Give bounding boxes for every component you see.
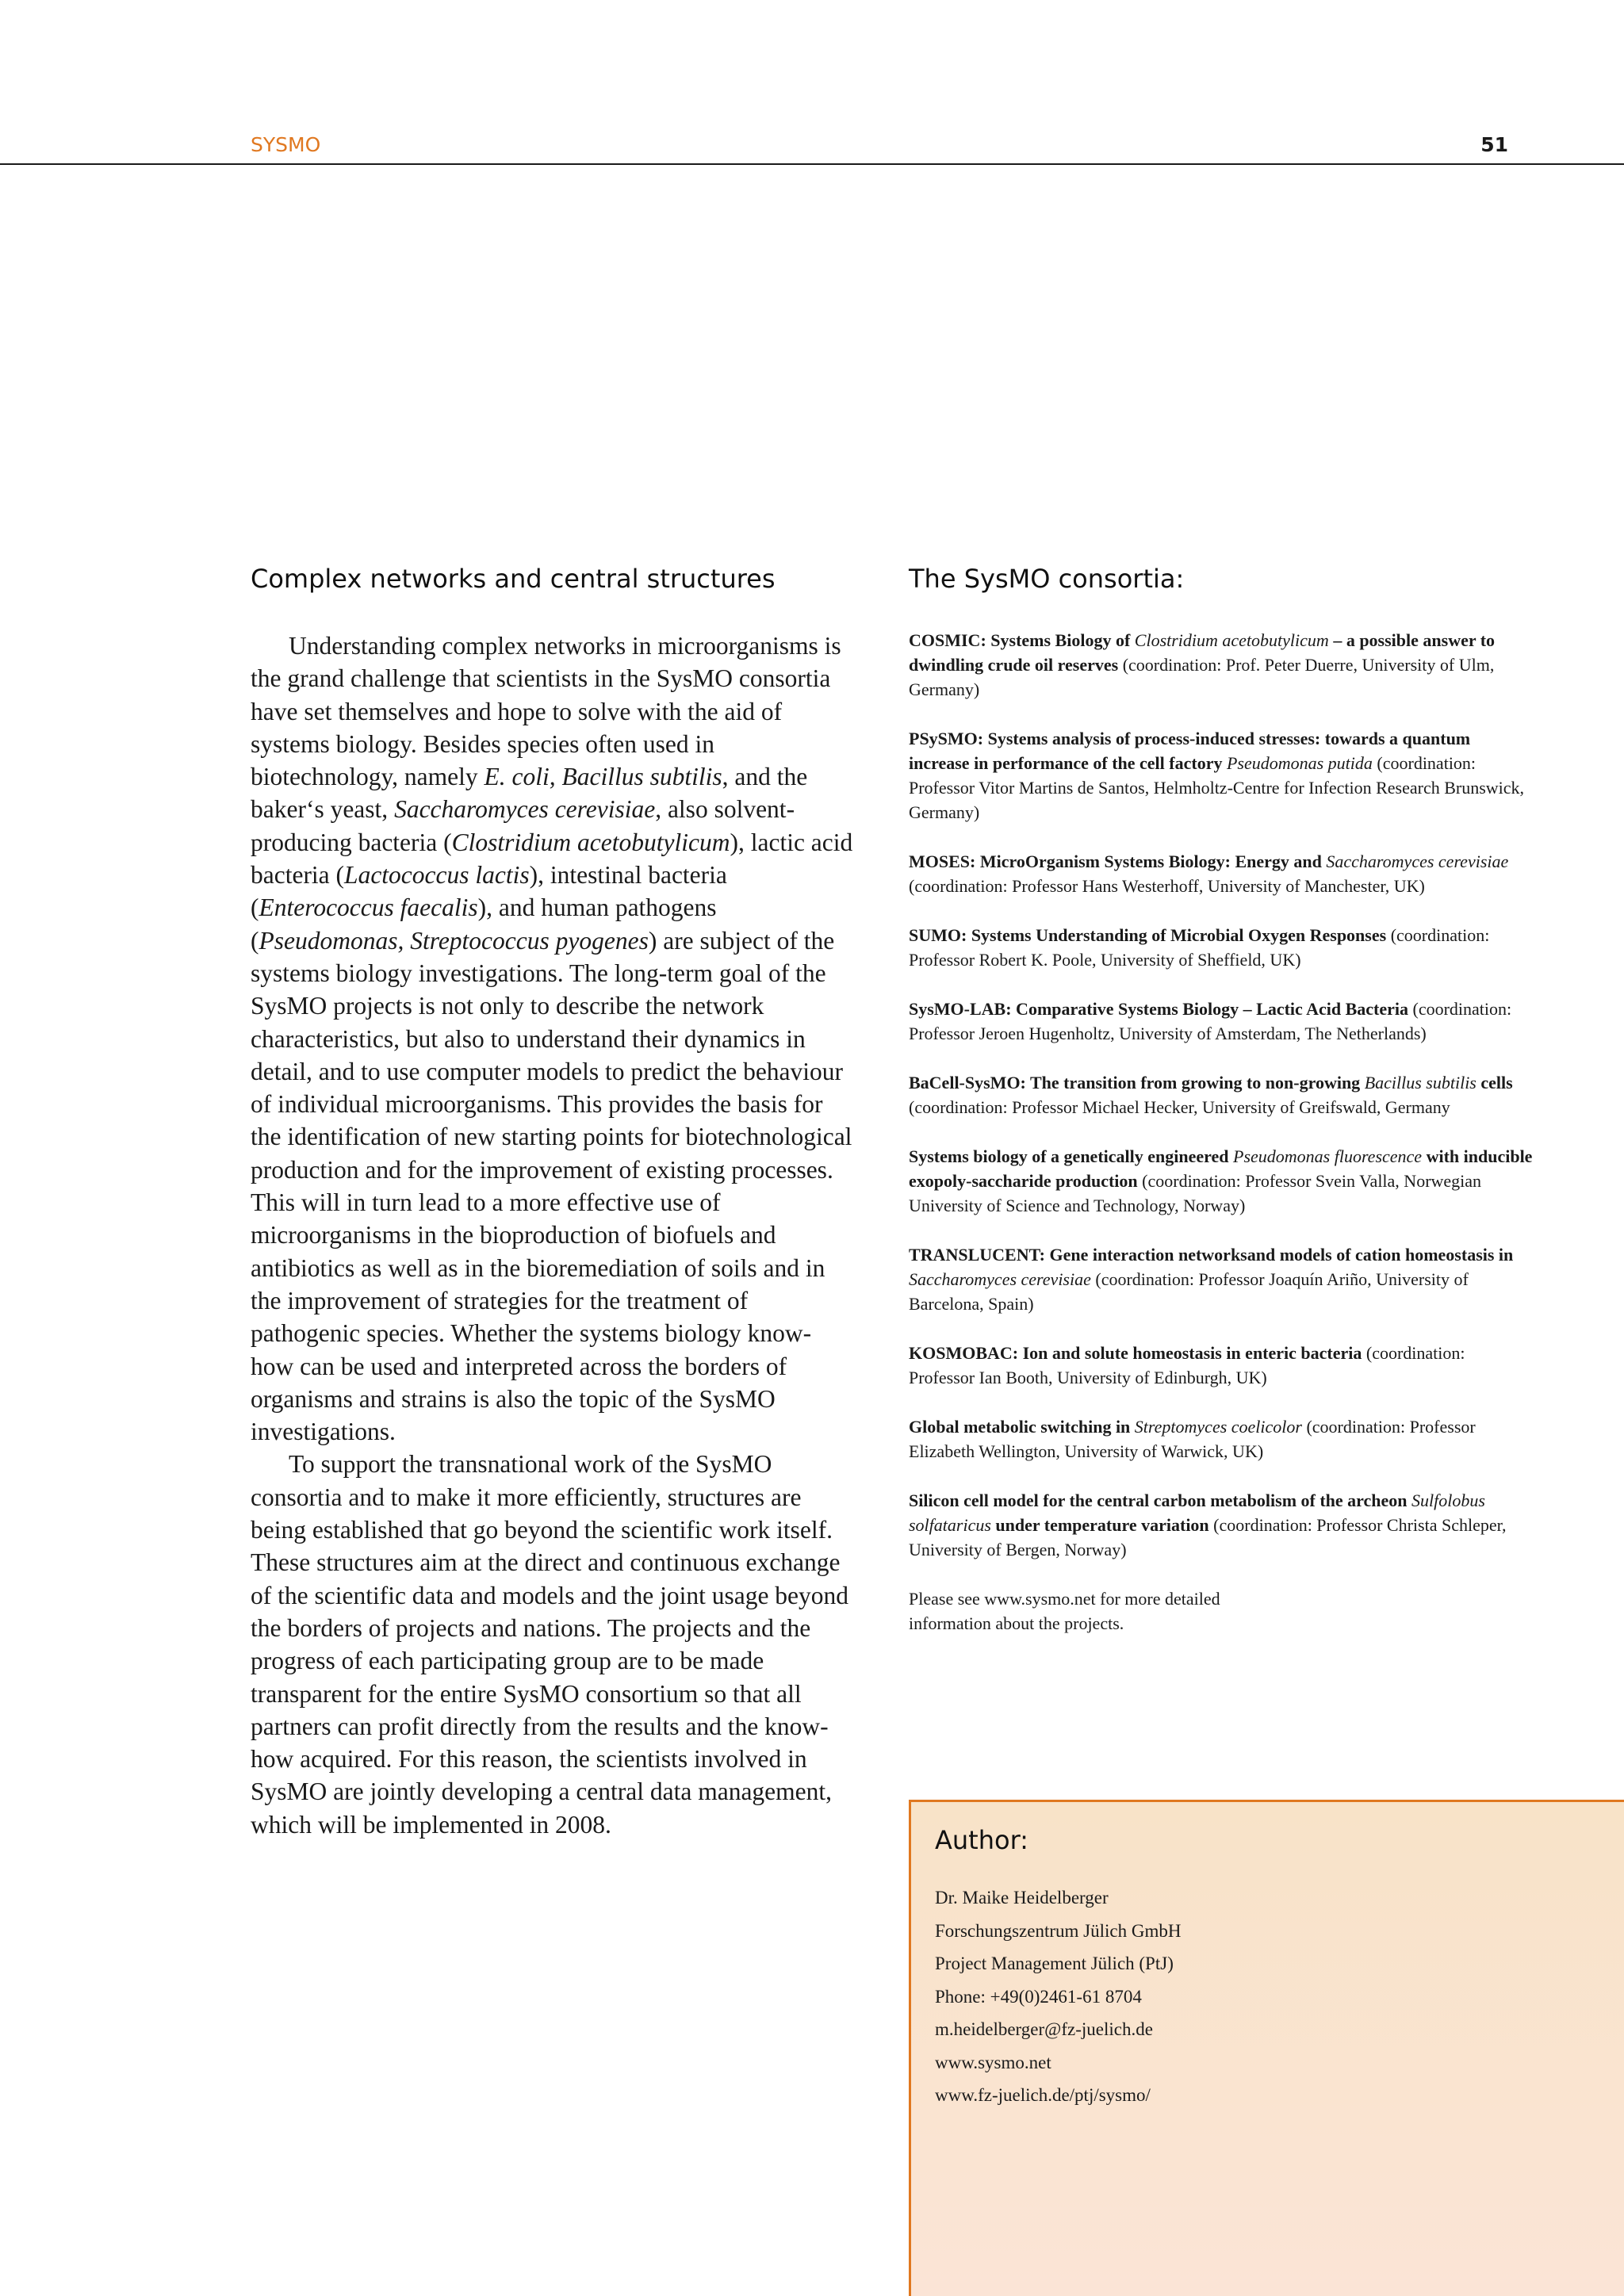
- bold-text: BaCell-SysMO: The transition from growing to non-growing: [909, 1073, 1365, 1093]
- text-run: (coordination: Professor Robert K. Poole, University of Sheffield, UK): [909, 925, 1490, 970]
- consortium-entry: [909, 1144, 1535, 1218]
- bold-text: SysMO-LAB: Comparative Systems Biology – Lactic Acid Bacteria: [909, 999, 1408, 1019]
- author-organization: Forschungszentrum Jülich GmbH: [935, 1920, 1182, 1941]
- italic-term: Sulfolobus solfataricus: [909, 1490, 1485, 1535]
- consortia-heading: The SysMO consortia:: [909, 564, 1185, 594]
- consortium-entry: [909, 1488, 1535, 1562]
- bold-text: COSMIC: Systems Biology of: [909, 630, 1135, 650]
- bold-text: cells: [1476, 1073, 1513, 1093]
- consortium-entry: [909, 1242, 1535, 1316]
- consortium-entry: [909, 997, 1535, 1046]
- consortia-sidebar: [909, 560, 1535, 1636]
- text-run: (coordination: Prof. Peter Duerre, University of Ulm, Germany): [909, 655, 1495, 699]
- italic-term: Streptomyces coelicolor: [1134, 1417, 1302, 1437]
- bold-text: TRANSLUCENT: Gene interaction networksand models of cation homeostasis in: [909, 1245, 1514, 1265]
- italic-term: Lactococcus lactis: [344, 861, 530, 890]
- text-run: (coordination: Professor Svein Valla, Norwegian University of Science and Technology, Norway): [909, 1171, 1482, 1215]
- author-department: Project Management Jülich (PtJ): [935, 1954, 1174, 1973]
- article-heading: Complex networks and central structures: [251, 564, 776, 594]
- main-article-column: [251, 560, 853, 1841]
- italic-term: Saccharomyces cerevisiae: [394, 795, 656, 824]
- consortia-list: [909, 628, 1535, 1562]
- italic-term: Pseudomonas fluorescence: [1233, 1146, 1423, 1166]
- bold-text: Systems biology of a genetically engineered: [909, 1146, 1233, 1166]
- text-run: (coordination: Professor Vitor Martins de Santos, Helmholtz-Centre for Infection Research Brunswick, Germany): [909, 753, 1525, 822]
- text-run: ), lactic acid bacteria (: [251, 828, 853, 890]
- author-phone: Phone: +49(0)2461-61 8704: [935, 1986, 1142, 2007]
- text-run: (coordination: Professor Ian Booth, University of Edinburgh, UK): [909, 1343, 1465, 1387]
- author-website: www.fz-juelich.de/ptj/sysmo/: [935, 2085, 1151, 2105]
- consortium-entry: [909, 849, 1535, 898]
- author-heading: Author:: [935, 1825, 1028, 1855]
- text-run: (coordination: Professor Christa Schleper, University of Bergen, Norway): [909, 1515, 1507, 1559]
- consortium-entry: [909, 726, 1535, 825]
- text-run: Understanding complex networks in microorganisms is the grand challenge that scientists in the SysMO consortia have set themselves and hope to solve with the aid of systems biology. Besides species often used in biotechnology, namely: [251, 632, 841, 791]
- text-run: (coordination: Professor Hans Westerhoff, University of Manchester, UK): [909, 876, 1425, 896]
- bold-text: – a possible answer to dwindling crude oil reserves: [909, 630, 1496, 675]
- consortium-entry: [909, 1414, 1535, 1464]
- italic-term: Pseudomonas putida: [1226, 753, 1373, 773]
- consortium-entry: [909, 923, 1535, 972]
- italic-term: Clostridium acetobutylicum: [1134, 630, 1329, 650]
- running-header-section: SYSMO: [251, 133, 321, 156]
- bold-text: Silicon cell model for the central carbon metabolism of the archeon: [909, 1490, 1412, 1510]
- italic-term: E. coli, Bacillus subtilis: [484, 763, 722, 791]
- consortium-entry: [909, 1341, 1535, 1390]
- author-website: www.sysmo.net: [935, 2052, 1051, 2072]
- bold-text: under temperature variation: [990, 1515, 1209, 1535]
- italic-term: Saccharomyces cerevisiae: [909, 1269, 1091, 1289]
- italic-term: Pseudomonas, Streptococcus pyogenes: [259, 926, 649, 955]
- consortium-entry: [909, 628, 1535, 702]
- author-box: [909, 1800, 1624, 2296]
- text-run: (coordination: Professor Elizabeth Wellington, University of Warwick, UK): [909, 1417, 1476, 1461]
- article-paragraph-1: [251, 629, 853, 1448]
- author-name: Dr. Maike Heidelberger: [935, 1888, 1109, 1908]
- bold-text: KOSMOBAC: Ion and solute homeostasis in enteric bacteria: [909, 1343, 1362, 1363]
- header-rule: [0, 163, 1624, 165]
- italic-term: Enterococcus faecalis: [259, 894, 478, 922]
- consortium-entry: [909, 1070, 1535, 1119]
- more-info-note: Please see www.sysmo.net for more detailed information about the projects.: [909, 1589, 1220, 1633]
- bold-text: SUMO: Systems Understanding of Microbial Oxygen Responses: [909, 925, 1387, 945]
- page-number: 51: [1480, 133, 1508, 156]
- text-run: , and the baker‘s yeast,: [251, 763, 808, 824]
- article-paragraph-2: [251, 1448, 853, 1841]
- text-run: (coordination: Professor Joaquín Ariño, University of Barcelona, Spain): [909, 1269, 1469, 1314]
- text-run: ) are subject of the systems biology investigations. The long-term goal of the SysMO projects is not only to describe the network characteristics, but also to understand their dynamics in detail, and to use computer models to predict the behaviour of individual microorganisms. This provides the basis for the identification of new starting points for biotechnological production and for the improvement of existing processes. This will in turn lead to a more effective use of microorganisms in the bioproduction of biofuels and antibiotics as well as in the bioremediation of soils and in the improvement of strategies for the treatment of pathogenic species. Whether the systems biology know-how can be used and interpreted across the borders of organisms and strains is also the topic of the SysMO investigations.: [251, 926, 852, 1446]
- text-run: , also solvent-producing bacteria (: [251, 795, 795, 856]
- text-run: ), and human pathogens (: [251, 894, 717, 955]
- italic-term: Clostridium acetobutylicum: [451, 828, 730, 856]
- text-run: To support the transnational work of the SysMO consortia and to make it more efficiently, structures are being established that go beyond the scientific work itself. These structures aim at the direct and continuous exchange of the scientific data and models and the joint usage beyond the borders of projects and nations. The projects and the progress of each participating group are to be made transparent for the entire SysMO consortium so that all partners can profit directly from the results and the know-how acquired. For this reason, the scientists involved in SysMO are jointly developing a central data management, which will be implemented in 2008.: [251, 1450, 849, 1839]
- italic-term: Saccharomyces cerevisiae: [1326, 851, 1509, 871]
- bold-text: PSySMO: Systems analysis of process-induced stresses: towards a quantum increase in performance of the cell factory: [909, 729, 1471, 773]
- text-run: ), intestinal bacteria (: [251, 861, 727, 922]
- bold-text: Global metabolic switching in: [909, 1417, 1135, 1437]
- text-run: (coordination: Professor Michael Hecker, University of Greifswald, Germany: [909, 1097, 1450, 1117]
- author-email: m.heidelberger@fz-juelich.de: [935, 2019, 1153, 2039]
- italic-term: Bacillus subtilis: [1364, 1073, 1477, 1093]
- bold-text: with inducible exopoly-saccharide production: [909, 1146, 1533, 1191]
- text-run: (coordination: Professor Jeroen Hugenholtz, University of Amsterdam, The Netherlands): [909, 999, 1512, 1043]
- bold-text: MOSES: MicroOrganism Systems Biology: Energy and: [909, 851, 1327, 871]
